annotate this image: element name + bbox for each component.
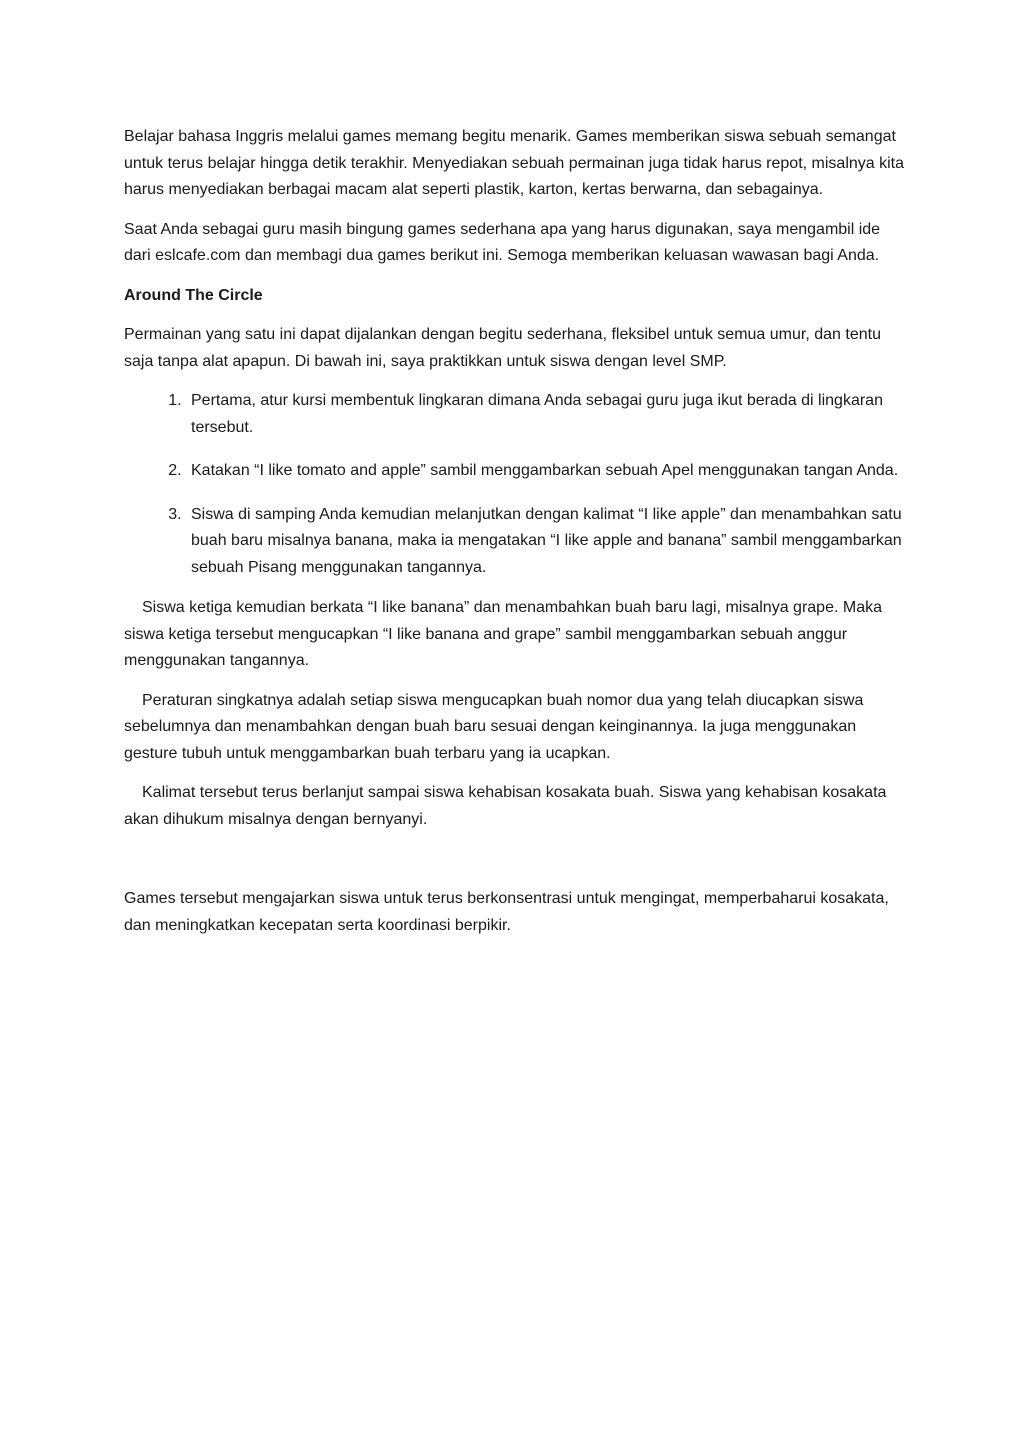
section-heading: Around The Circle <box>124 286 263 304</box>
continuation-paragraph-1: Siswa ketiga kemudian berkata “I like banana” dan menambahkan buah baru lagi, misalnya grape. Maka siswa ketiga tersebut mengucapkan “I like banana and grape” sambil menggambarkan sebuah anggur menggunakan tangannya. <box>124 599 882 669</box>
intro-paragraph-2: Saat Anda sebagai guru masih bingung games sederhana apa yang harus digunakan, saya mengambil ide dari eslcafe.com dan membagi dua games berikut ini. Semoga memberikan keluasan wawasan bagi Anda. <box>124 220 881 264</box>
section-description: Permainan yang satu ini dapat dijalankan dengan begitu sederhana, fleksibel untuk semua umur, dan tentu saja tanpa alat apapun. Di bawah ini, saya praktikkan untuk siswa dengan level SMP. <box>124 326 881 370</box>
closing-paragraph: Games tersebut mengajarkan siswa untuk terus berkonsentrasi untuk mengingat, memperbaharui kosakata, dan meningkatkan kecepatan serta koordinasi berpikir. <box>124 890 889 934</box>
continuation-paragraph-3: Kalimat tersebut terus berlanjut sampai siswa kehabisan kosakata buah. Siswa yang kehabisan kosakata akan dihukum misalnya dengan bernyanyi. <box>124 784 887 828</box>
steps-list <box>124 388 904 581</box>
document-page <box>124 124 904 952</box>
intro-paragraph-1: Belajar bahasa Inggris melalui games memang begitu menarik. Games memberikan siswa sebuah semangat untuk terus belajar hingga detik terakhir. Menyediakan sebuah permainan juga tidak harus repot, misalnya kita harus menyediakan berbagai macam alat seperti plastik, karton, kertas berwarna, dan sebagainya. <box>124 128 905 198</box>
continuation-paragraph-2: Peraturan singkatnya adalah setiap siswa mengucapkan buah nomor dua yang telah diucapkan siswa sebelumnya dan menambahkan dengan buah baru sesuai dengan keinginannya. Ia juga menggunakan gesture tubuh untuk menggambarkan buah terbaru yang ia ucapkan. <box>124 691 864 762</box>
step-item-2: 2. Katakan “I like tomato and apple” sambil menggambarkan sebuah Apel menggunakan tangan Anda. <box>186 458 904 485</box>
step-item-3: 3. Siswa di samping Anda kemudian melanjutkan dengan kalimat “I like apple” dan menambahkan satu buah baru misalnya banana, maka ia mengatakan “I like apple and banana” sambil menggambarkan sebuah Pisang menggunakan tangannya. <box>186 502 904 582</box>
step-item-1: 1. Pertama, atur kursi membentuk lingkaran dimana Anda sebagai guru juga ikut berada di lingkaran tersebut. <box>186 388 904 441</box>
